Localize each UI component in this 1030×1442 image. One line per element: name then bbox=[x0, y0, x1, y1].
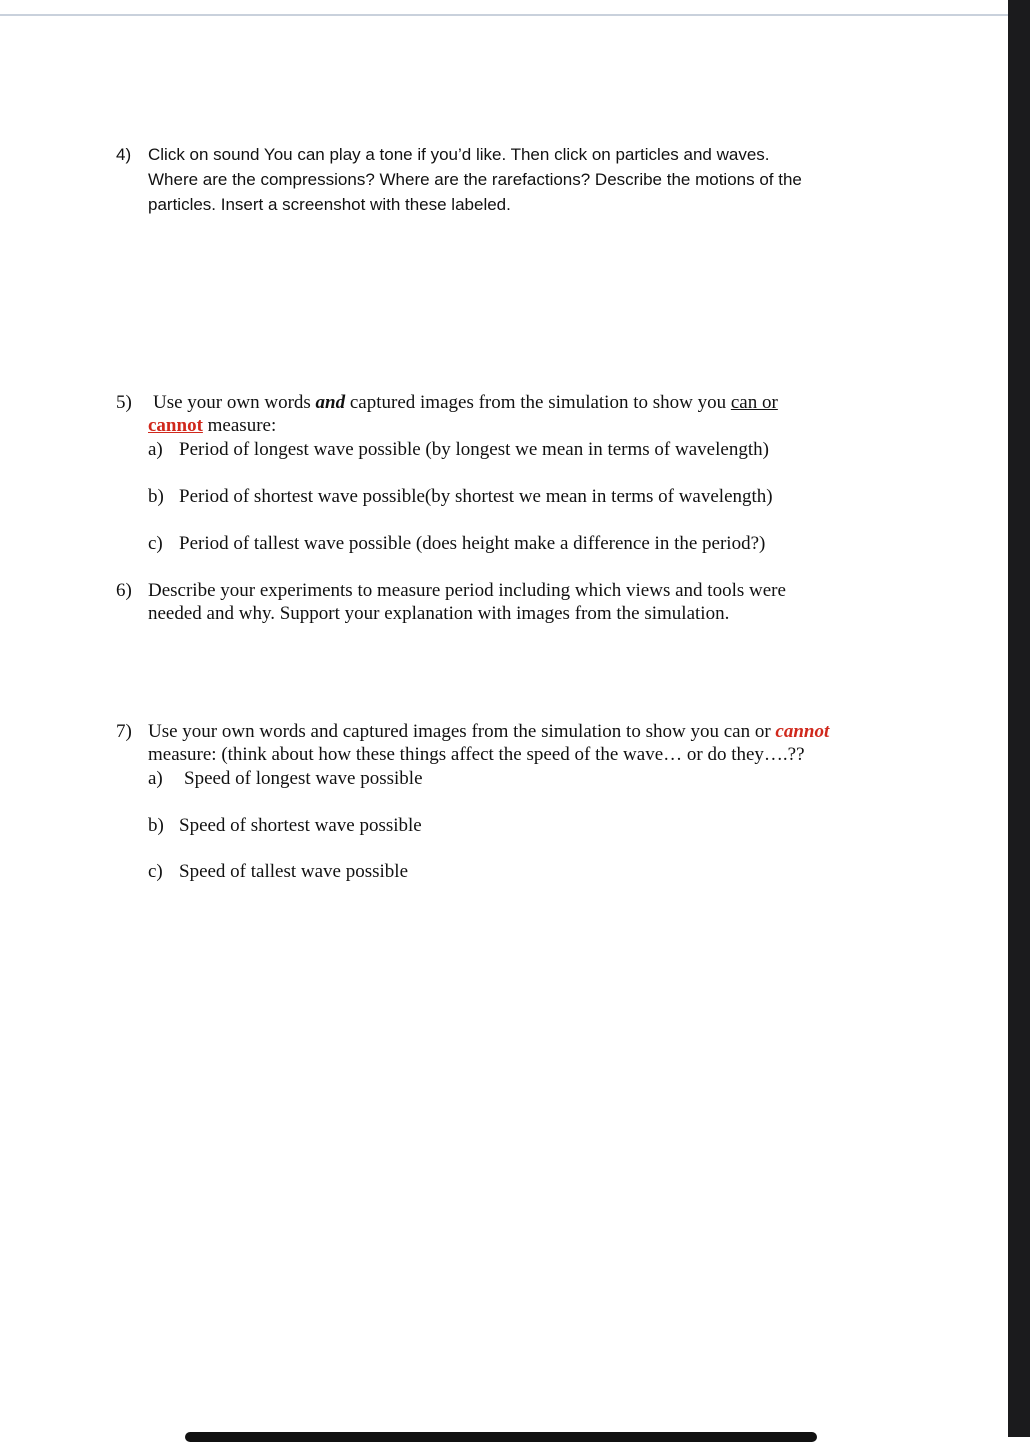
question-5-line-2 bbox=[148, 414, 276, 438]
q7-text-pre: Use your own words and captured images from the simulation to show you can or bbox=[148, 721, 776, 742]
question-5-line-1 bbox=[153, 391, 778, 415]
item-label: b) bbox=[148, 486, 164, 507]
can-or-underlined: can or bbox=[730, 392, 778, 413]
question-number: 4) bbox=[116, 145, 132, 164]
item-label: a) bbox=[148, 439, 163, 460]
item-label: a) bbox=[148, 768, 163, 789]
item-text: Period of shortest wave possible(by shortest we mean in terms of wavelength) bbox=[179, 486, 773, 507]
cannot-emphasis: cannot bbox=[775, 721, 830, 742]
item-label: c) bbox=[148, 533, 163, 554]
q5-text-mid: captured images from the simulation to show you bbox=[345, 392, 731, 413]
question-4-line-2: Where are the compressions? Where are the rarefactions? Describe the motions of the bbox=[148, 170, 802, 189]
top-divider bbox=[0, 14, 1008, 16]
question-number: 5) bbox=[116, 392, 132, 413]
item-label: b) bbox=[148, 815, 164, 836]
q5-text-pre: Use your own words bbox=[153, 392, 316, 413]
item-text: Period of tallest wave possible (does height make a difference in the period?) bbox=[179, 533, 766, 554]
q5-measure-text: measure: bbox=[202, 415, 277, 436]
bottom-scroll-bar[interactable] bbox=[185, 1432, 817, 1442]
cannot-emphasis: cannot bbox=[148, 415, 203, 436]
question-6-line-1: Describe your experiments to measure period including which views and tools were bbox=[148, 580, 786, 601]
emphasis-and: and bbox=[315, 392, 346, 413]
question-7-line-2: measure: (think about how these things affect the speed of the wave… or do they….?? bbox=[148, 744, 805, 765]
question-4-line-3: particles. Insert a screenshot with these labeled. bbox=[148, 195, 511, 214]
item-text: Speed of shortest wave possible bbox=[179, 815, 422, 836]
question-number: 7) bbox=[116, 721, 132, 742]
question-7-line-1 bbox=[148, 720, 829, 744]
right-edge-bar bbox=[1008, 0, 1030, 1437]
question-number: 6) bbox=[116, 580, 132, 601]
item-text: Period of longest wave possible (by longest we mean in terms of wavelength) bbox=[179, 439, 769, 460]
item-text: Speed of longest wave possible bbox=[184, 768, 423, 789]
item-label: c) bbox=[148, 861, 163, 882]
question-4-line-1: Click on sound You can play a tone if you’d like. Then click on particles and waves. bbox=[148, 145, 770, 164]
question-6-line-2: needed and why. Support your explanation with images from the simulation. bbox=[148, 603, 730, 624]
item-text: Speed of tallest wave possible bbox=[179, 861, 409, 882]
